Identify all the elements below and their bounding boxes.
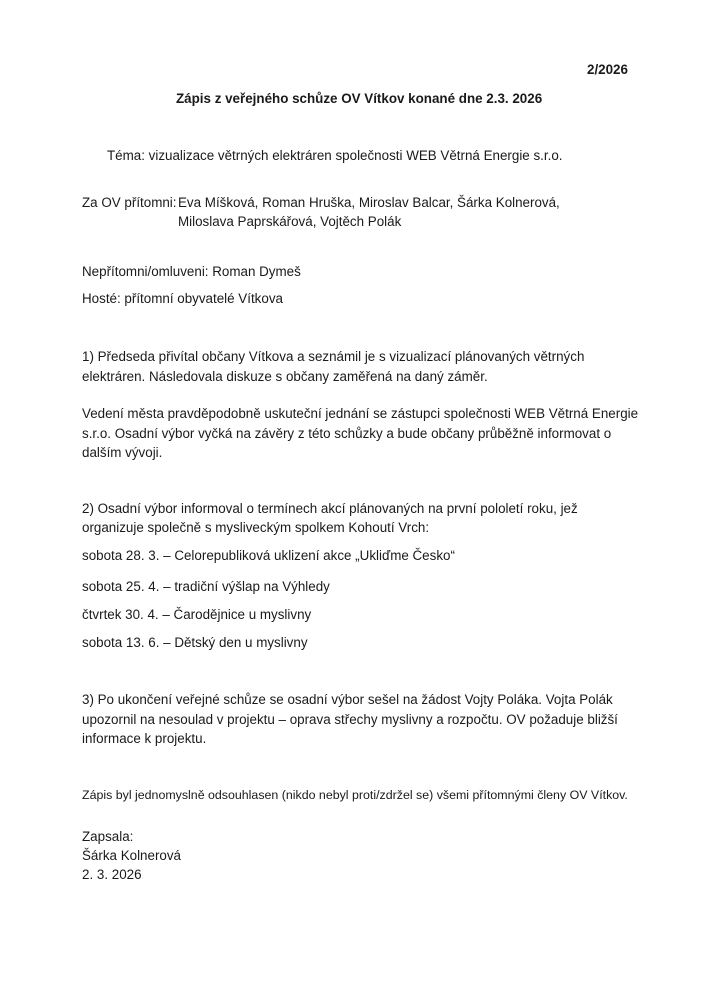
- event-item: sobota 13. 6. – Dětský den u myslivny: [82, 635, 308, 650]
- approval-note: Zápis byl jednomyslně odsouhlasen (nikdo nebyl proti/zdržel se) všemi přítomnými členy OV Vítkov.: [82, 788, 628, 802]
- item-1b-line-3: dalším vývoji.: [82, 445, 163, 460]
- item-2-line-2: organizuje společně s mysliveckým spolkem Kohoutí Vrch:: [82, 520, 430, 535]
- guests-line: Hosté: přítomní obyvatelé Vítkova: [82, 291, 283, 306]
- item-1b-line-1: Vedení města pravděpodobně uskuteční jednání se zástupci společnosti WEB Větrná Energie: [82, 406, 639, 421]
- event-item: sobota 28. 3. – Celorepubliková uklizení akce „Ukliďme Česko“: [82, 548, 455, 563]
- event-item: sobota 25. 4. – tradiční výšlap na Výhledy: [82, 579, 330, 594]
- absent-line: Nepřítomni/omluveni: Roman Dymeš: [82, 264, 301, 279]
- event-item: čtvrtek 30. 4. – Čarodějnice u myslivny: [82, 607, 312, 622]
- signature-date: 2. 3. 2026: [82, 867, 142, 882]
- attendees-line-2: Miloslava Paprskářová, Vojtěch Polák: [178, 214, 402, 229]
- attendees-line-1: Eva Míšková, Roman Hruška, Miroslav Balcar, Šárka Kolnerová,: [178, 195, 560, 210]
- item-3-line-1: 3) Po ukončení veřejné schůze se osadní výbor sešel na žádost Vojty Poláka. Vojta Polák: [82, 692, 613, 707]
- item-1b-line-2: s.r.o. Osadní výbor vyčká na závěry z této schůzky a bude občany průběžně informovat o: [82, 426, 612, 441]
- attendees-label: Za OV přítomni:: [82, 195, 177, 210]
- document-title: Zápis z veřejného schůze OV Vítkov konané dne 2.3. 2026: [176, 91, 543, 106]
- item-1-line-1: 1) Předseda přivítal občany Vítkova a seznámil je s vizualizací plánovaných větrných: [82, 349, 585, 364]
- item-3-line-3: informace k projektu.: [82, 731, 207, 746]
- item-3-line-2: upozornil na nesoulad v projektu – oprava střechy myslivny a rozpočtu. OV požaduje bližší: [82, 712, 618, 727]
- document-number: 2/2026: [587, 62, 628, 77]
- signature-name: Šárka Kolnerová: [82, 848, 181, 863]
- item-1-line-2: elektráren. Následovala diskuze s občany zaměřená na daný záměr.: [82, 369, 488, 384]
- signature-label: Zapsala:: [82, 829, 134, 844]
- topic-line: Téma: vizualizace větrných elektráren společnosti WEB Větrná Energie s.r.o.: [107, 148, 563, 163]
- item-2-line-1: 2) Osadní výbor informoval o termínech akcí plánovaných na první pololetí roku, jež: [82, 501, 578, 516]
